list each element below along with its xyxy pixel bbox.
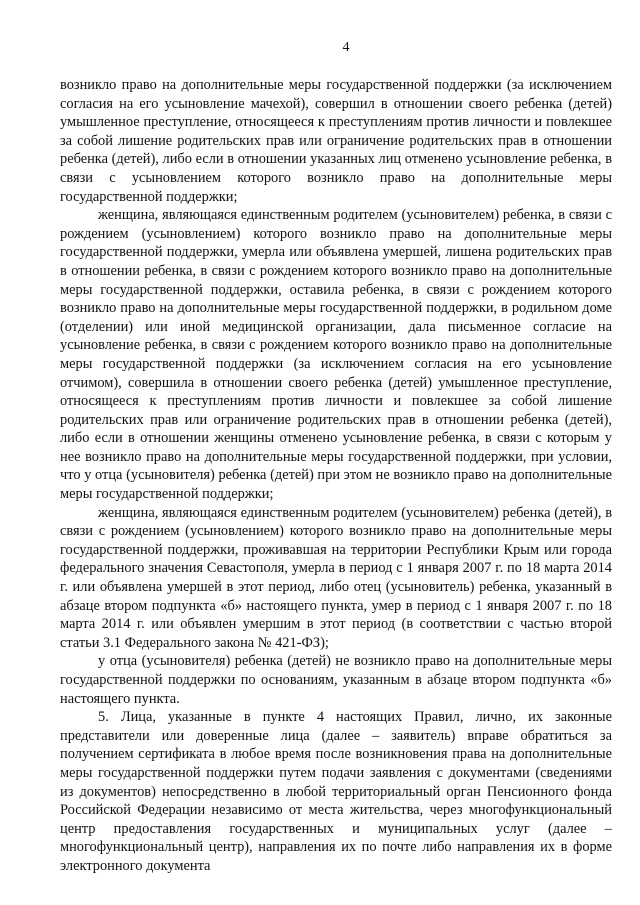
paragraph: у отца (усыновителя) ребенка (детей) не возникло право на дополнительные меры государственной поддержки по основаниям, указанным в абзаце втором подпункта «б» настоящего пункта. [60,653,612,707]
paragraph: 5. Лица, указанные в пункте 4 настоящих Правил, лично, их законные представители или доверенные лица (далее – заявитель) вправе обратиться за получением сертификата в любое время после возникновения права на дополнительные меры государственной поддержки путем подачи заявления с документами (сведениями из документов) непосредственно в любой территориальный орган Пенсионного фонда Российской Федерации независимо от места жительства, через многофункциональный центр предоставления государственных и муниципальных услуг (далее – многофункциональный центр), направления их по почте либо направления их в форме электронного документа [60,709,612,874]
paragraph: женщина, являющаяся единственным родителем (усыновителем) ребенка (детей), в связи с рождением (усыновлением) которого возникло право на дополнительные меры государственной поддержки, проживавшая на территории Республики Крым или города федерального значения Севастополя, умерла в период с 1 января 2007 г. по 18 марта 2014 г. или объявлена умершей в этот период, либо отец (усыновитель) ребенка, указанный в абзаце втором подпункта «б» настоящего пункта, умер в период с 1 января 2007 г. по 18 марта 2014 г. или объявлен умершим в этот период (в соответствии с частью второй статьи 3.1 Федерального закона № 421-ФЗ); [60,504,612,651]
page-number: 4 [342,40,350,55]
paragraph: возникло право на дополнительные меры государственной поддержки (за исключением согласия на его усыновление мачехой), совершил в отношении своего ребенка (детей) умышленное преступление, относящееся к преступлениям против личности и повлекшее за собой лишение родительских прав или ограничение родительских прав в отношении ребенка (детей), либо если в отношении указанных лиц отменено усыновление ребенка, в связи с усыновлением которого возникло право на дополнительные меры государственной поддержки; [60,77,612,205]
document-body [60,76,612,876]
paragraph: женщина, являющаяся единственным родителем (усыновителем) ребенка, в связи с рождением (усыновлением) которого возникло право на дополнительные меры государственной поддержки, умерла или объявлена умершей, лишена родительских прав в отношении ребенка, в связи с рождением которого возникло право на дополнительные меры государственной поддержки, оставила ребенка, в связи с рождением которого возникло право на дополнительные меры государственной поддержки, в родильном доме (отделении) или иной медицинской организации, дала письменное согласие на усыновление ребенка, в связи с рождением которого возникло право на дополнительные меры государственной поддержки (за исключением согласия на его усыновление отчимом), совершила в отношении своего ребенка (детей) умышленное преступление, относящееся к преступлениям против личности и повлекшее за собой лишение родительских прав или ограничение родительских прав в отношении ребенка (детей), либо если в отношении женщины отменено усыновление ребенка, в связи с которым у нее возникло право на дополнительные меры государственной поддержки, при условии, что у отца (усыновителя) ребенка (детей) при этом не возникло право на дополнительные меры государственной поддержки; [60,207,612,503]
